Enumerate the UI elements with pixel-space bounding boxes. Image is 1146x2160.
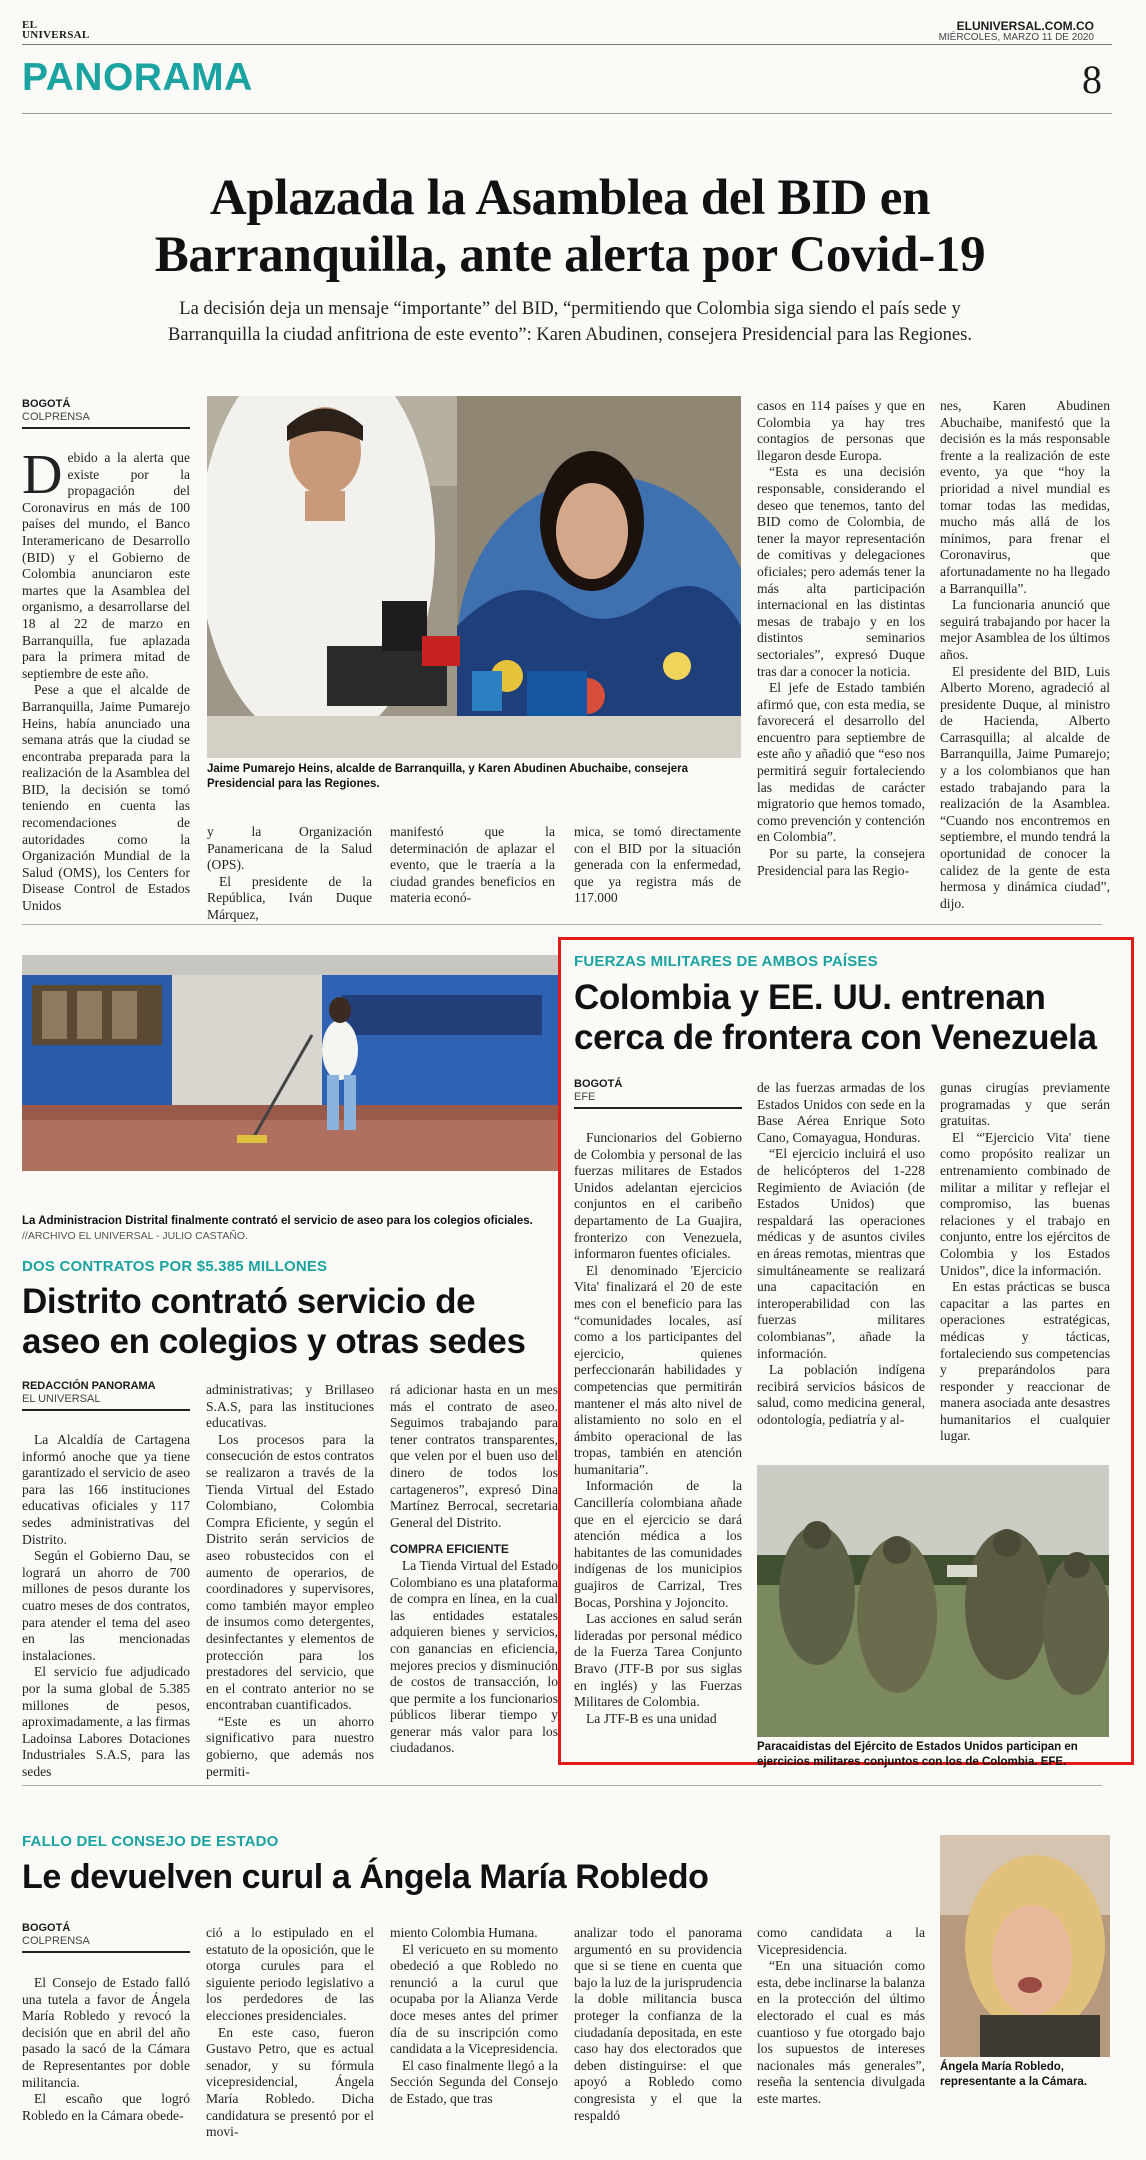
main-photo <box>207 396 741 758</box>
robledo-photo <box>940 1835 1110 2057</box>
main-col-1: Debido a la alerta que existe por la propagación del Coronavirus en más de 100 países del mundo, el Banco Interamericano de Desarrollo (BID) y el Gobierno de Colombia anunciaron este martes que la Asamblea del organismo, a desarrollarse del 18 al 22 de marzo en Barranquilla, fue aplazada para la primera mitad de septiembre de este año. Pese a que el alcalde de Barranquilla, Jaime Pumarejo Heins, había anunciado una semana atrás que la ciudad se encontraba preparada para la realización de la Asamblea del BID, la decisión se tomó teniendo en cuenta las recomendaciones de autoridades como la Organización Mundial de la Salud (OMS), los Centers for Disease Control de Estados Unidos <box>22 444 190 914</box>
robledo-col-4: analizar todo el panorama argumentó en su providencia que si se tiene en cuenta que bajo la luz de la jurisprudencia la doble militancia busca proteger la confianza de la ciudadanía depositada, en este caso hay dos electorados que deben distinguirse: el que apoyó a Robledo como congresista y el que la respaldó <box>574 1925 742 2123</box>
robledo-photo-caption: Ángela María Robledo, representante a la Cámara. <box>940 2061 1088 2088</box>
main-col-6: nes, Karen Abudinen Abuchaibe, manifestó que la decisión es la más responsable frente a la realización de este evento, ya que “hoy la prioridad a nivel mundial es tomar todas las medidas, mucho más allá de los mínimos, para frenar el Coronavirus, que afortunadamente no ha llegado a Barranquilla”. La funcionaria anunció que seguirá trabajando por hacer la mejor Asamblea de los últimos años. El presidente del BID, Luis Alberto Moreno, agradeció al presidente Duque, al ministro de Hacienda, Alberto Carrasquilla; al alcalde de Barranquilla, Jaime Pumarejo; y a los colombianos que han estado trabajando para la realización de la Asamblea. “Cuando nos encontremos en septiembre, el mundo tendrá la oportunidad de conocer la calidez de la gente de esta hermosa y dinámica ciudad”, dijo. <box>940 398 1110 911</box>
aseo-headline: Distrito contrató servicio de aseo en colegios y otras sedes <box>22 1282 526 1361</box>
main-photo-caption: Jaime Pumarejo Heins, alcalde de Barranquilla, y Karen Abudinen Abuchaibe, consejera Presidencial para las Regiones. <box>207 763 689 790</box>
military-col-2: de las fuerzas armadas de los Estados Unidos con sede en la Base Aérea Enrique Soto Cano, Comayagua, Honduras. “El ejercicio incluirá el uso de helicópteros del 1-228 Regimiento de Aviación (de Estados Unidos) que respaldará las operaciones médicas y de asuntos civiles en áreas remotas, mientras que simultáneamente se realizará una capacitación en interoperabilidad con las fuerzas militares colombianas”, añade la información. La población indígena recibirá servicios básicos de salud, como medicina general, odontología, pediatría y al- <box>757 1080 925 1427</box>
section-rule <box>22 113 1112 114</box>
portrait-image <box>940 1835 1110 2057</box>
main-deck: La decisión deja un mensaje “importante” del BID, “permitiendo que Colombia siga siendo el país sede y Barranquilla la ciudad anfitriona de este evento”: Karen Abudinen, consejera Presidencial para las Regiones. <box>168 299 972 345</box>
aseo-col-3: rá adicionar hasta en un mes más el contrato de aseo. Seguimos trabajando para tener contratos transparentes, que velen por el buen uso del dinero de todos los cartageneros”, expresó Dina Martínez Berrocal, secretaria General del Distrito. COMPRA EFICIENTE La Tienda Virtual del Estado Colombiano es una plataforma de compra en línea, en la cual las entidades estatales adquieren bienes y servicios, con ganancias en eficiencia, mejores precios y disminución de costos de transacción, lo que permite a los funcionarios públicos liberar tiempo y generar más valor para los ciudadanos. <box>390 1382 558 1756</box>
logo-top: EL <box>22 19 38 31</box>
aseo-col-1: La Alcaldía de Cartagena informó anoche que ya tiene garantizado el servicio de aseo para las 166 instituciones educativas oficiales y 117 sedes administrativas del Distrito. Según el Gobierno Dau, se logrará un ahorro de 700 millones de pesos durante los cuatro meses de dos contratos, para atender el tema del aseo en las mencionadas instalaciones. El servicio fue adjudicado por la suma global de 5.385 millones de pesos, aproximadamente, a las firmas Ladoinsa Labores Dotaciones Industriales S.A.S, para las sedes <box>22 1432 190 1779</box>
press-conference-image <box>207 396 741 758</box>
robledo-headline: Le devuelven curul a Ángela María Robledo <box>22 1858 709 1896</box>
divider-2 <box>22 1785 1102 1786</box>
main-col-2: y la Organización Panamericana de la Salud (OPS). El presidente de la República, Iván Duque Márquez, <box>207 824 372 922</box>
issue-date: MIÉRCOLES, MARZO 11 DE 2020 <box>938 32 1094 43</box>
dropcap: D <box>22 444 63 506</box>
robledo-col-1: El Consejo de Estado falló una tutela a favor de Ángela María Robledo y revocó la decisión que en abril del año pasado la sacó de la Cámara de Representantes por doble militancia. El escaño que logró Robledo en la Cámara obede- <box>22 1975 190 2123</box>
military-byline: BOGOTÁ EFE <box>574 1078 742 1109</box>
divider-1 <box>22 924 1102 925</box>
aseo-photo <box>22 955 558 1171</box>
masthead-logo <box>22 20 90 40</box>
military-col-1: Funcionarios del Gobierno de Colombia y personal de las fuerzas militares de Estados Unidos adelantan ejercicios conjuntos en el caribeño departamento de La Guajira, fronterizo con Venezuela, informaron fuentes oficiales. El denominado 'Ejercicio Vita' finalizará el 20 de este mes con el beneficio para las “comunidades locales, así como a los participantes del ejercicio, quienes perfeccionarán habilidades y competencias que permitirán mantener el más alto nivel de alistamiento no solo en el ámbito operacional de las tropas, también en atención humanitaria”. Información de la Cancillería colombiana añade que en el ejercicio se dará atención médica a los habitantes de las comunidades indígenas de los municipios guajiros de Carrizal, Tres Bocas, Porshina y Jojoncito. Las acciones en salud serán lideradas por personal médico de la Fuerza Tarea Conjunto Bravo (JTF-B por sus siglas en inglés) y las Fuerzas Militares de Colombia. La JTF-B es una unidad <box>574 1130 742 1726</box>
logo-bottom: UNIVERSAL <box>22 29 90 41</box>
main-col-5: casos en 114 países y que en Colombia ya hay tres contagios de personas que llegaron desde Europa. “Esta es una decisión responsable, considerando el deseo que tenemos, tanto del BID como de Colombia, de tener la mayor representación de comitivas y delegaciones oficiales; pero además tener la más alta participación internacional en las distintas mesas de trabajo y en los distintos seminarios sectoriales”, expresó Duque tras dar a conocer la noticia. El jefe de Estado también afirmó que, con esta media, se favorecerá el desarrollo del encuentro para septiembre de este año y añadió que “eso nos permitirá seguir fortaleciendo las medidas de carácter migratorio que hemos tomado, como prevención y contención en Colombia”. Por su parte, la consejera Presidencial para las Regio- <box>757 398 925 878</box>
header-rule <box>22 44 1112 45</box>
page-number: 8 <box>1082 57 1102 102</box>
military-photo-caption: Paracaidistas del Ejército de Estados Unidos participan en ejercicios militares conjuntos con los de Colombia. EFE. <box>757 1741 1078 1768</box>
military-kicker: FUERZAS MILITARES DE AMBOS PAÍSES <box>574 953 878 970</box>
robledo-col-3: miento Colombia Humana. El vericueto en su momento obedeció a que Robledo no renunció a la curul que ocupaba por la Alianza Verde doce meses antes del primer día de su inscripción como candidata a la Vicepresidencia. El caso finalmente llegó a la Sección Segunda del Consejo de Estado, que tras <box>390 1925 559 2106</box>
header-meta <box>939 20 1094 43</box>
aseo-photo-caption: La Administracion Distrital finalmente contrató el servicio de aseo para los colegios oficiales. //ARCHIVO EL UNIVERSAL - JULIO CASTAÑO. <box>22 1215 533 1242</box>
robledo-col-2: ció a lo estipulado en el estatuto de la oposición, que le otorga curules para el siguiente periodo legislativo a los perdedores de las elecciones presidenciales. En este caso, fueron Gustavo Petro, que es actual senador, y su fórmula vicepresidencial, Ángela María Robledo. Dicha candidatura se presentó por el movi- <box>206 1925 374 2140</box>
military-photo <box>757 1465 1109 1737</box>
aseo-col-2: administrativas; y Brillaseo S.A.S, para las instituciones educativas. Los procesos para la consecución de estos contratos se realizaron a través de la Tienda Virtual del Estado Colombiano, Colombia Compra Eficiente, y según el Distrito serán servicios de aseo robustecidos con el aumento de operarios, de coordinadores y supervisores, como también mayor empleo de insumos como detergentes, desinfectantes y elementos de protección para los prestadores del servicio, que en el contrato anterior no se encontraban cuantificados. “Este es un ahorro significativo para nuestro gobierno, que además nos permiti- <box>206 1382 374 1779</box>
main-col-4: mica, se tomó directamente con el BID por la situación generada con la enfermedad, que ya registra más de 117.000 <box>574 824 741 906</box>
robledo-kicker: FALLO DEL CONSEJO DE ESTADO <box>22 1833 279 1850</box>
soldiers-image <box>757 1465 1109 1737</box>
robledo-col-5: como candidata a la Vicepresidencia. “En una situación como esta, debe inclinarse la balanza en la protección del último electorado el cual es más cuantioso y fue otorgado bajo los supuestos de intereses nacionales más generales”, reseña la sentencia divulgada este martes. <box>757 1925 925 2106</box>
section-title: PANORAMA <box>22 56 253 99</box>
site-url: ELUNIVERSAL.COM.CO <box>956 19 1094 33</box>
military-headline: Colombia y EE. UU. entrenan cerca de frontera con Venezuela <box>574 978 1097 1057</box>
robledo-byline: BOGOTÁ COLPRENSA <box>22 1922 190 1953</box>
aseo-byline: REDACCIÓN PANORAMA EL UNIVERSAL <box>22 1380 190 1411</box>
military-col-3: gunas cirugías previamente programadas y que serán gratuitas. El “'Ejercicio Vita' tiene como propósito realizar un entrenamiento combinado de militar a militar y reflejar el compromiso, las buenas relaciones y el trabajo en conjunto, entre los ejércitos de Colombia y los Estados Unidos”, dice la información. En estas prácticas se busca capacitar a las partes en operaciones estratégicas, médicas y tácticas, fortaleciendo sus competencias y preparándolos para responder y reaccionar de manera asociada ante desastres humanitarios el cualquier lugar. <box>940 1080 1110 1444</box>
main-headline: Aplazada la Asamblea del BID en Barranquilla, ante alerta por Covid-19 <box>154 170 986 283</box>
aseo-subhead: COMPRA EFICIENTE <box>390 1542 509 1557</box>
main-col-3: manifestó que la determinación de aplazar el evento, que le traería a la ciudad grandes beneficios en materia econó- <box>390 824 555 906</box>
main-byline: BOGOTÁ COLPRENSA <box>22 398 190 429</box>
cleaning-image <box>22 955 558 1171</box>
aseo-kicker: DOS CONTRATOS POR $5.385 MILLONES <box>22 1258 328 1275</box>
